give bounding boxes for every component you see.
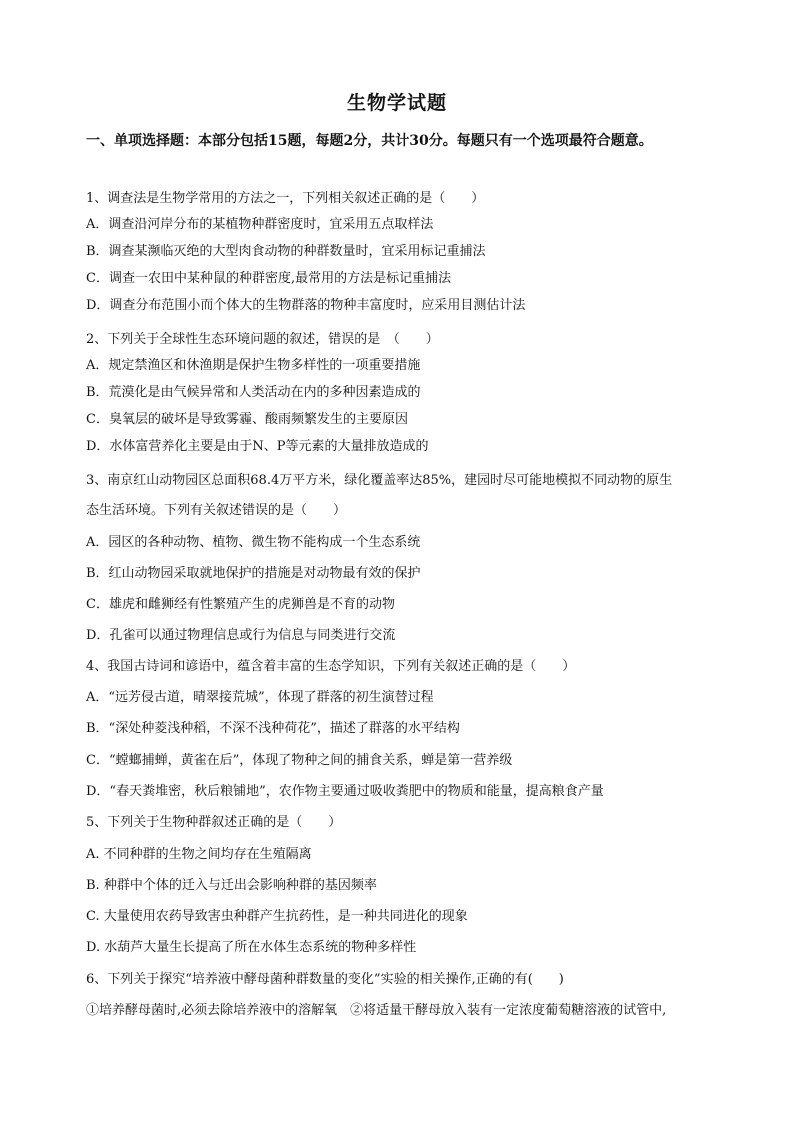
section-heading: 一、单项选择题：本部分包括15题，每题2分，共计30分。每题只有一个选项最符合题意。 (86, 133, 653, 149)
question-5-option-a: A. 不同种群的生物之间均存在生殖隔离 (86, 847, 312, 862)
question-3-option-c: C．雄虎和雌狮经有性繁殖产生的虎狮兽是不育的动物 (86, 597, 395, 612)
question-4-option-b: B．“深处种菱浅种稻，不深不浅种荷花”，描述了群落的水平结构 (86, 721, 460, 736)
question-3-option-b: B．红山动物园采取就地保护的措施是对动物最有效的保护 (86, 566, 421, 581)
page-title: 生物学试题 (346, 92, 447, 114)
question-4-stem: 4、我国古诗词和谚语中，蕴含着丰富的生态学知识，下列有关叙述正确的是（ ） (86, 659, 576, 674)
question-2-option-c: C．臭氧层的破坏是导致雾霾、酸雨频繁发生的主要原因 (86, 412, 408, 427)
question-6-continuation: ①培养酵母菌时,必须去除培养液中的溶解氧 ②将适量干酵母放入装有一定浓度葡萄糖溶液的试管中, (86, 1003, 667, 1018)
question-4-option-d: D．“春天粪堆密，秋后粮铺地”，农作物主要通过吸收粪肥中的物质和能量，提高粮食产量 (86, 784, 604, 799)
question-1-option-b: B．调查某濒临灭绝的大型肉食动物的种群数量时，宜采用标记重捕法 (86, 244, 486, 259)
question-4-option-c: C．“螳螂捕蝉，黄雀在后”，体现了物种之间的捕食关系，蝉是第一营养级 (86, 753, 513, 768)
question-5-option-d: D. 水葫芦大量生长提高了所在水体生态系统的物种多样性 (86, 940, 417, 955)
question-5-stem: 5、下列关于生物种群叙述正确的是（ ） (86, 815, 342, 830)
question-1-option-a: A．调查沿河岸分布的某植物种群密度时，宜采用五点取样法 (86, 217, 434, 232)
question-1-option-c: C．调查一农田中某种鼠的种群密度,最常用的方法是标记重捕法 (86, 271, 452, 286)
question-2-option-b: B．荒漠化是由气候异常和人类活动在内的多种因素造成的 (86, 385, 421, 400)
question-3-option-d: D．孔雀可以通过物理信息或行为信息与同类进行交流 (86, 628, 396, 643)
question-2-stem: 2、下列关于全球性生态环境问题的叙述，错误的是 （ ） (86, 332, 439, 347)
question-5-option-c: C. 大量使用农药导致害虫种群产生抗药性，是一种共同进化的现象 (86, 909, 468, 924)
question-3-stem-line2: 态生活环境。下列有关叙述错误的是（ ） (86, 503, 347, 518)
question-3-option-a: A．园区的各种动物、植物、微生物不能构成一个生态系统 (86, 535, 421, 550)
question-4-option-a: A．“远芳侵古道，晴翠接荒城”，体现了群落的初生演替过程 (86, 690, 434, 705)
question-2-option-d: D．水体富营养化主要是由于N、P等元素的大量排放造成的 (86, 439, 429, 454)
question-2-option-a: A．规定禁渔区和休渔期是保护生物多样性的一项重要措施 (86, 358, 421, 373)
question-3-stem-line1: 3、南京红山动物园区总面积68.4万平方米，绿化覆盖率达85%，建园时尽可能地模拟不同动物的原生 (86, 473, 673, 488)
question-5-option-b: B. 种群中个体的迁入与迁出会影响种群的基因频率 (86, 878, 377, 893)
question-1-option-d: D．调查分布范围小而个体大的生物群落的物种丰富度时，应采用目测估计法 (86, 298, 526, 313)
question-6-stem: 6、下列关于探究“培养液中酵母菌种群数量的变化”实验的相关操作,正确的有( ) (86, 972, 564, 987)
question-1-stem: 1、调查法是生物学常用的方法之一，下列相关叙述正确的是（ ） (86, 191, 485, 206)
